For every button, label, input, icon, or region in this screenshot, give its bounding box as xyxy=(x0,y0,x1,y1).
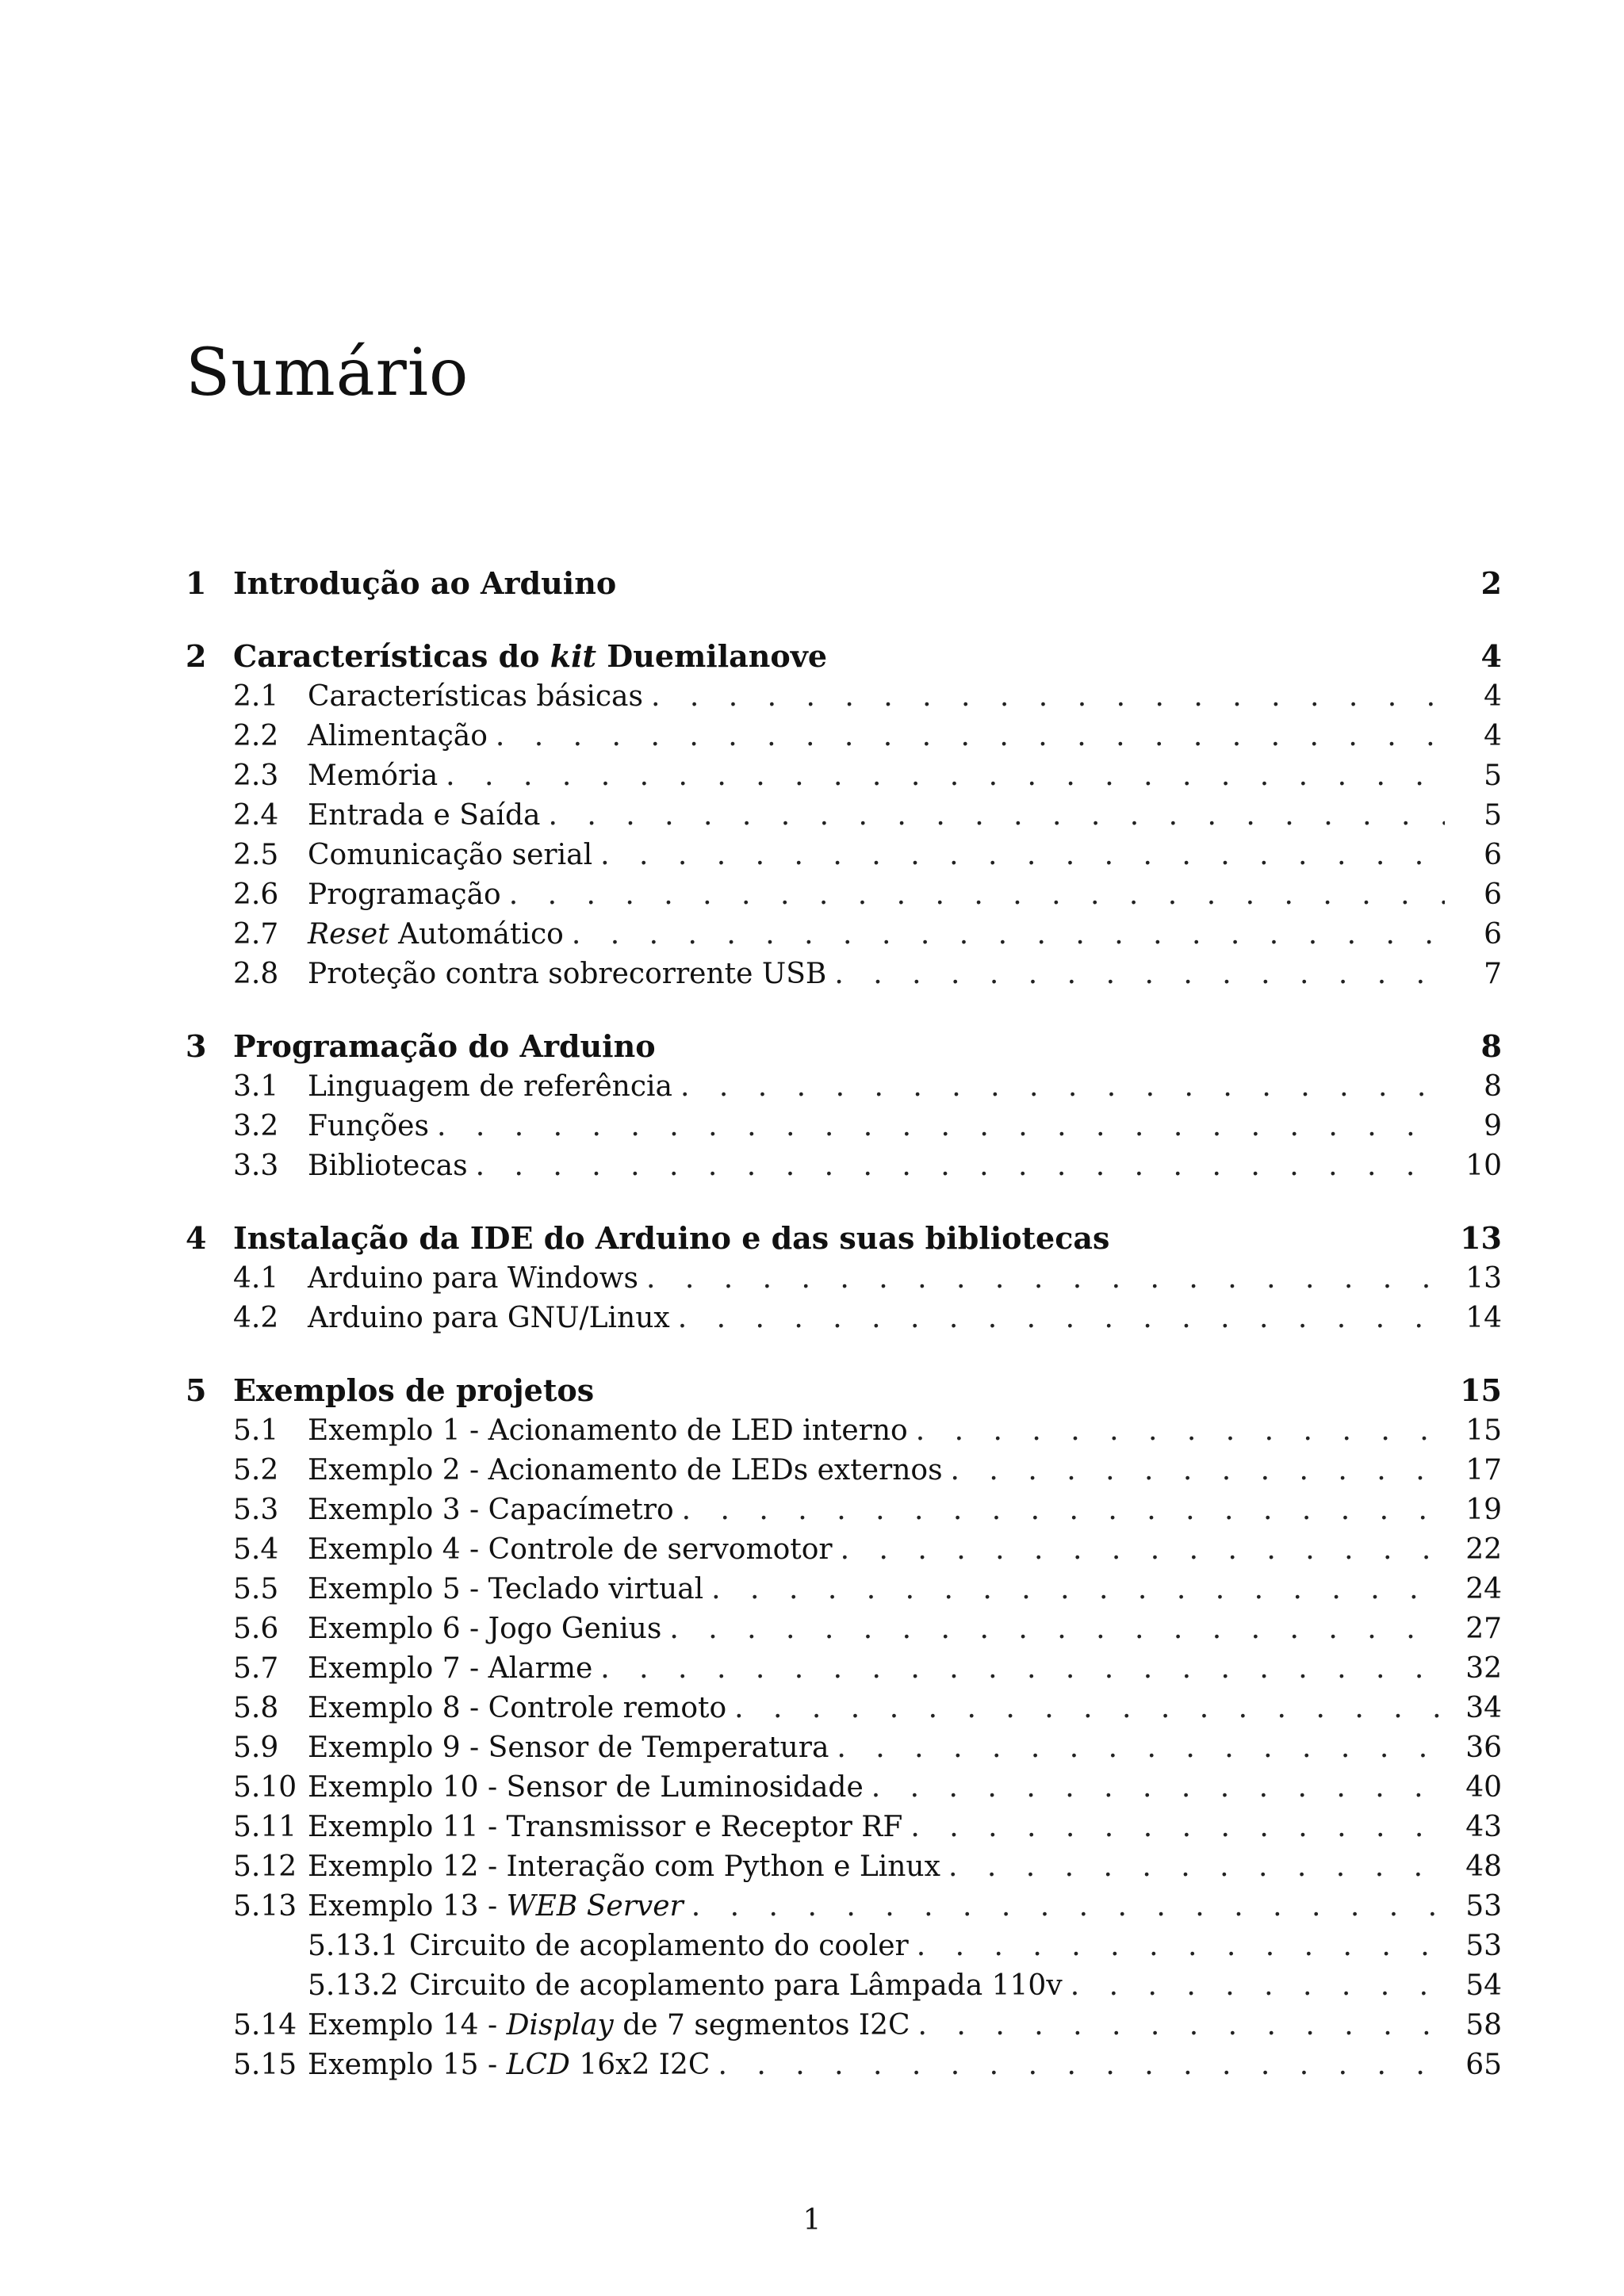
section-page-number: 4 xyxy=(1484,720,1502,752)
dot-leader xyxy=(711,1570,1445,1609)
dot-leader xyxy=(834,955,1445,994)
section-title: Exemplo 12 - Interação com Python e Linux xyxy=(308,1850,940,1883)
dot-leader xyxy=(951,1451,1445,1490)
chapter-title: Programação do Arduino xyxy=(233,1028,656,1064)
toc-chapter-3 xyxy=(186,1026,1502,1186)
section-number: 3.2 xyxy=(233,1110,279,1142)
toc-entry-section[interactable] xyxy=(186,1146,1502,1186)
section-number: 5.12 xyxy=(233,1850,297,1883)
section-page-number: 58 xyxy=(1465,2009,1502,2042)
page-number: 1 xyxy=(802,2204,822,2237)
section-title: Exemplo 7 - Alarme xyxy=(308,1652,593,1685)
dot-leader xyxy=(669,1609,1445,1649)
section-title: Exemplo 4 - Controle de servomotor xyxy=(308,1533,833,1566)
section-title: Exemplo 9 - Sensor de Temperatura xyxy=(308,1732,829,1764)
subsection-title: Circuito de acoplamento para Lâmpada 110v xyxy=(409,1969,1063,2002)
section-title: Arduino para GNU/Linux xyxy=(308,1302,670,1334)
section-title: Alimentação xyxy=(308,720,488,752)
toc-entry-section[interactable] xyxy=(186,1728,1502,1768)
toc-chapter-1 xyxy=(186,563,1502,604)
toc-entry-section[interactable] xyxy=(186,1107,1502,1146)
dot-leader xyxy=(910,1808,1445,1847)
section-page-number: 17 xyxy=(1465,1454,1502,1487)
section-title: Memória xyxy=(308,760,439,792)
toc-entry-section[interactable] xyxy=(186,1808,1502,1847)
chapter-page-number: 4 xyxy=(1480,638,1502,674)
toc-entry-section[interactable] xyxy=(186,1299,1502,1338)
section-page-number: 15 xyxy=(1465,1414,1502,1447)
section-page-number: 6 xyxy=(1484,878,1502,911)
dot-leader xyxy=(916,1411,1445,1451)
section-title: Exemplo 1 - Acionamento de LED interno xyxy=(308,1414,908,1447)
toc-entry-section[interactable] xyxy=(186,2006,1502,2045)
section-number: 5.14 xyxy=(233,2009,297,2042)
section-title: Exemplo 11 - Transmissor e Receptor RF xyxy=(308,1811,903,1843)
dot-leader xyxy=(678,1299,1445,1338)
section-title: Exemplo 8 - Controle remoto xyxy=(308,1692,727,1724)
section-title: Exemplo 5 - Teclado virtual xyxy=(308,1573,704,1605)
toc-entry-section[interactable] xyxy=(186,1490,1502,1530)
section-number: 3.3 xyxy=(233,1150,279,1182)
dot-leader xyxy=(1071,1966,1445,2006)
toc-entry-section[interactable] xyxy=(186,756,1502,796)
toc-entry-section[interactable] xyxy=(186,1530,1502,1570)
section-title: Reset Automático xyxy=(308,918,564,951)
toc-entry-section[interactable] xyxy=(186,1689,1502,1728)
section-number: 2.6 xyxy=(233,878,279,911)
section-title: Bibliotecas xyxy=(308,1150,468,1182)
section-page-number: 5 xyxy=(1484,799,1502,832)
section-page-number: 34 xyxy=(1465,1692,1502,1724)
section-number: 5.9 xyxy=(233,1732,279,1764)
dot-leader xyxy=(837,1728,1445,1768)
subsection-page-number: 54 xyxy=(1465,1969,1502,2002)
dot-leader xyxy=(871,1768,1445,1808)
toc-chapter-5 xyxy=(186,1370,1502,2085)
section-title: Exemplo 6 - Jogo Genius xyxy=(308,1613,662,1645)
section-number: 2.7 xyxy=(233,918,279,951)
section-number: 5.3 xyxy=(233,1494,279,1526)
section-page-number: 22 xyxy=(1465,1533,1502,1566)
dot-leader xyxy=(651,677,1445,717)
section-number: 5.4 xyxy=(233,1533,279,1566)
toc-entry-section[interactable] xyxy=(186,1649,1502,1689)
section-page-number: 32 xyxy=(1465,1652,1502,1685)
section-number: 4.1 xyxy=(233,1262,279,1295)
chapter-number: 3 xyxy=(186,1028,207,1064)
section-title: Exemplo 10 - Sensor de Luminosidade xyxy=(308,1771,864,1804)
section-title: Linguagem de referência xyxy=(308,1070,673,1103)
section-page-number: 19 xyxy=(1465,1494,1502,1526)
section-page-number: 43 xyxy=(1465,1811,1502,1843)
section-page-number: 8 xyxy=(1484,1070,1502,1103)
dot-leader xyxy=(600,1649,1445,1689)
dot-leader xyxy=(572,915,1445,955)
toc-entry-chapter[interactable] xyxy=(186,636,1502,677)
toc-entry-chapter[interactable] xyxy=(186,1026,1502,1067)
chapter-title: Exemplos de projetos xyxy=(233,1372,595,1408)
section-title: Exemplo 13 - WEB Server xyxy=(308,1890,684,1923)
section-number: 4.2 xyxy=(233,1302,279,1334)
section-page-number: 13 xyxy=(1465,1262,1502,1295)
section-number: 5.15 xyxy=(233,2049,297,2081)
section-number: 5.6 xyxy=(233,1613,279,1645)
section-page-number: 5 xyxy=(1484,760,1502,792)
chapter-page-number: 13 xyxy=(1460,1220,1502,1256)
section-page-number: 65 xyxy=(1465,2049,1502,2081)
section-number: 5.7 xyxy=(233,1652,279,1685)
section-page-number: 14 xyxy=(1465,1302,1502,1334)
section-number: 5.1 xyxy=(233,1414,279,1447)
section-page-number: 9 xyxy=(1484,1110,1502,1142)
page-title: Sumário xyxy=(186,335,469,411)
dot-leader xyxy=(718,2045,1445,2085)
dot-leader xyxy=(446,756,1445,796)
toc-entry-section[interactable] xyxy=(186,1411,1502,1451)
table-of-contents xyxy=(186,563,1502,2085)
toc-entry-section[interactable] xyxy=(186,2045,1502,2085)
chapter-number: 2 xyxy=(186,638,207,674)
chapter-number: 4 xyxy=(186,1220,207,1256)
section-title: Funções xyxy=(308,1110,429,1142)
section-title: Características básicas xyxy=(308,680,643,713)
toc-entry-chapter[interactable] xyxy=(186,1218,1502,1259)
dot-leader xyxy=(680,1067,1445,1107)
section-number: 2.8 xyxy=(233,958,279,990)
section-page-number: 27 xyxy=(1465,1613,1502,1645)
section-page-number: 10 xyxy=(1465,1150,1502,1182)
subsection-number: 5.13.2 xyxy=(308,1969,399,2002)
section-page-number: 40 xyxy=(1465,1771,1502,1804)
dot-leader xyxy=(496,717,1445,756)
section-title: Exemplo 14 - Display de 7 segmentos I2C xyxy=(308,2009,910,2042)
chapter-title: Introdução ao Arduino xyxy=(233,565,617,601)
toc-entry-section[interactable] xyxy=(186,915,1502,955)
section-title: Exemplo 15 - LCD 16x2 I2C xyxy=(308,2049,710,2081)
section-title: Entrada e Saída xyxy=(308,799,541,832)
section-number: 2.5 xyxy=(233,839,279,871)
section-page-number: 6 xyxy=(1484,918,1502,951)
section-title: Proteção contra sobrecorrente USB xyxy=(308,958,827,990)
toc-entry-section[interactable] xyxy=(186,717,1502,756)
dot-leader xyxy=(476,1146,1445,1186)
dot-leader xyxy=(646,1259,1445,1299)
section-title: Exemplo 2 - Acionamento de LEDs externos xyxy=(308,1454,943,1487)
toc-entry-section[interactable] xyxy=(186,1887,1502,1927)
toc-entry-section[interactable] xyxy=(186,796,1502,836)
dot-leader xyxy=(600,836,1445,875)
toc-entry-section[interactable] xyxy=(186,1847,1502,1887)
chapter-title: Instalação da IDE do Arduino e das suas bibliotecas xyxy=(233,1220,1110,1256)
section-number: 5.11 xyxy=(233,1811,297,1843)
toc-entry-chapter[interactable] xyxy=(186,1370,1502,1411)
toc-chapter-4 xyxy=(186,1218,1502,1338)
section-number: 5.8 xyxy=(233,1692,279,1724)
chapter-number: 5 xyxy=(186,1372,207,1408)
section-number: 3.1 xyxy=(233,1070,279,1103)
section-page-number: 36 xyxy=(1465,1732,1502,1764)
toc-entry-section[interactable] xyxy=(186,875,1502,915)
section-page-number: 53 xyxy=(1465,1890,1502,1923)
dot-leader xyxy=(917,1927,1445,1966)
section-number: 2.3 xyxy=(233,760,279,792)
toc-entry-chapter[interactable] xyxy=(186,563,1502,604)
toc-entry-section[interactable] xyxy=(186,955,1502,994)
section-number: 5.13 xyxy=(233,1890,297,1923)
toc-entry-section[interactable] xyxy=(186,836,1502,875)
toc-entry-section[interactable] xyxy=(186,1451,1502,1490)
chapter-page-number: 2 xyxy=(1480,565,1502,601)
dot-leader xyxy=(437,1107,1445,1146)
subsection-title: Circuito de acoplamento do cooler xyxy=(409,1930,909,1962)
toc-entry-subsection[interactable] xyxy=(186,1927,1502,1966)
section-page-number: 24 xyxy=(1465,1573,1502,1605)
section-title: Programação xyxy=(308,878,501,911)
dot-leader xyxy=(691,1887,1445,1927)
subsection-number: 5.13.1 xyxy=(308,1930,399,1962)
toc-entry-section[interactable] xyxy=(186,1768,1502,1808)
chapter-page-number: 15 xyxy=(1460,1372,1502,1408)
dot-leader xyxy=(918,2006,1445,2045)
chapter-page-number: 8 xyxy=(1480,1028,1502,1064)
toc-chapter-2 xyxy=(186,636,1502,994)
section-number: 2.1 xyxy=(233,680,279,713)
section-page-number: 4 xyxy=(1484,680,1502,713)
section-page-number: 7 xyxy=(1484,958,1502,990)
section-page-number: 48 xyxy=(1465,1850,1502,1883)
dot-leader xyxy=(682,1490,1445,1530)
section-number: 5.2 xyxy=(233,1454,279,1487)
dot-leader xyxy=(734,1689,1445,1728)
section-number: 5.5 xyxy=(233,1573,279,1605)
section-number: 2.2 xyxy=(233,720,279,752)
dot-leader xyxy=(948,1847,1445,1887)
toc-entry-section[interactable] xyxy=(186,1570,1502,1609)
toc-entry-section[interactable] xyxy=(186,1609,1502,1649)
subsection-page-number: 53 xyxy=(1465,1930,1502,1962)
section-title: Comunicação serial xyxy=(308,839,593,871)
chapter-title: Características do kit Duemilanove xyxy=(233,638,827,674)
dot-leader xyxy=(548,796,1445,836)
toc-entry-section[interactable] xyxy=(186,1067,1502,1107)
section-title: Exemplo 3 - Capacímetro xyxy=(308,1494,674,1526)
section-title: Arduino para Windows xyxy=(308,1262,638,1295)
section-number: 5.10 xyxy=(233,1771,297,1804)
toc-entry-subsection[interactable] xyxy=(186,1966,1502,2006)
dot-leader xyxy=(841,1530,1445,1570)
section-number: 2.4 xyxy=(233,799,279,832)
toc-entry-section[interactable] xyxy=(186,677,1502,717)
toc-entry-section[interactable] xyxy=(186,1259,1502,1299)
section-page-number: 6 xyxy=(1484,839,1502,871)
chapter-number: 1 xyxy=(186,565,207,601)
dot-leader xyxy=(509,875,1445,915)
